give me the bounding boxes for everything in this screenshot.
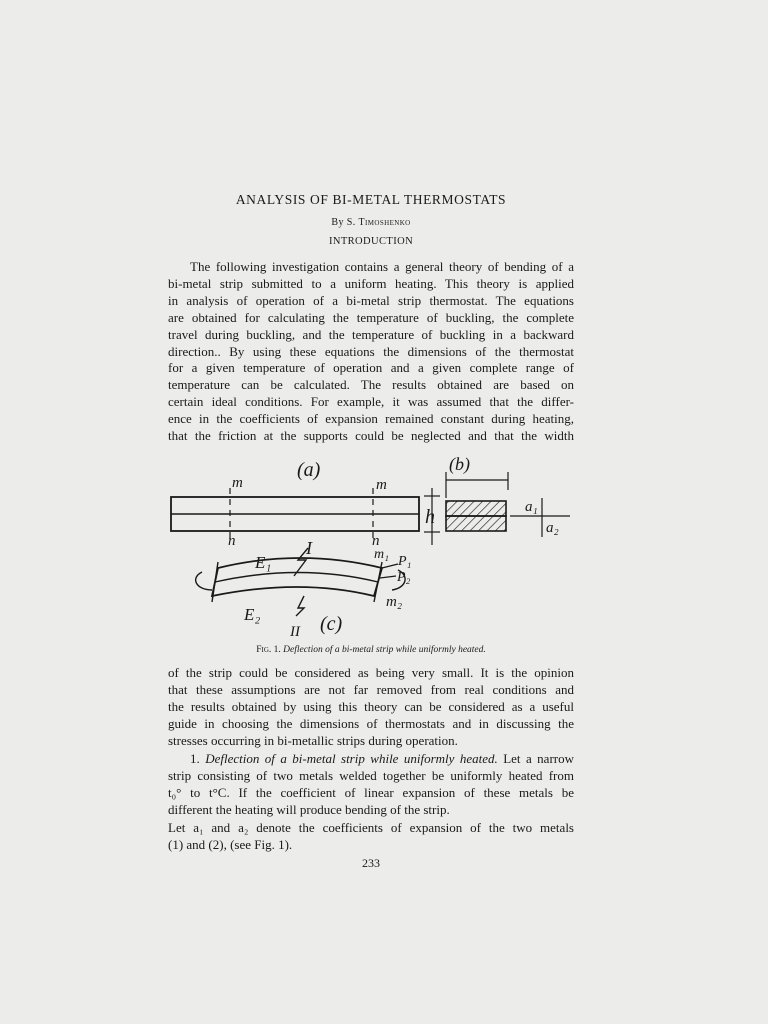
text-line: that the friction at the supports could be neglected and that the width xyxy=(168,428,574,444)
text-line: The following investigation contains a general theory of bending of a xyxy=(190,259,574,274)
text-line: of the strip could be considered as being very small. It is the opinion xyxy=(168,665,574,680)
label-n-left: n xyxy=(228,533,236,549)
text-fragment: Let a narrow xyxy=(503,751,574,766)
page-number: 233 xyxy=(362,856,380,870)
section-heading: INTRODUCTION xyxy=(328,236,414,247)
label-a2: a₂ xyxy=(546,520,559,536)
cross-section-bottom xyxy=(446,516,506,531)
text-line: t₀° to t°C. If the coefficient of linear expansion of these metals be xyxy=(168,784,574,800)
force-P1 xyxy=(382,564,398,568)
label-n-right: n xyxy=(372,533,380,549)
section-number: 1. xyxy=(190,751,200,766)
author-name: Timoshenko xyxy=(358,217,411,228)
text-line: are obtained for calculating the temperature of buckling, the complete xyxy=(168,309,574,325)
paper-title: ANALYSIS OF BI-METAL THERMOSTATS xyxy=(235,192,507,207)
text-line: ence in the coefficients of expansion remained constant during heating, xyxy=(168,411,574,427)
label-E1: E₁ xyxy=(255,553,272,572)
label-a: (a) xyxy=(297,459,321,481)
caption-text: Deflection of a bi-metal strip while uniformly heated. xyxy=(283,645,486,655)
label-P2: P₂ xyxy=(397,570,411,585)
text-line: Let a₁ and a₂ denote the coefficients of expansion of the two metals xyxy=(168,820,574,835)
label-II: II xyxy=(290,624,300,640)
label-P1: P₁ xyxy=(398,554,412,569)
caption-prefix: Fig. 1. xyxy=(256,645,281,655)
paragraph-coefficients xyxy=(168,820,574,854)
text-line: guide in choosing the dimensions of thermostats and in discussing the xyxy=(168,715,574,731)
author-line xyxy=(0,217,742,228)
text-line: different the heating will produce bending of the strip. xyxy=(168,801,450,817)
label-m1: m₁ xyxy=(374,547,389,562)
paragraph-section-1 xyxy=(168,751,574,819)
text-line: the results obtained by using this theory can be considered as a useful xyxy=(168,698,574,714)
cross-section-top xyxy=(446,501,506,516)
figure-1 xyxy=(160,450,580,640)
load-arrow-II xyxy=(296,596,304,616)
text-line xyxy=(168,751,574,768)
label-b: (b) xyxy=(449,454,470,474)
text-line: (1) and (2), (see Fig. 1). xyxy=(168,836,293,852)
text-line: travel during buckling, and the temperature of buckling in a backward xyxy=(168,326,574,342)
text-line: stresses occurring in bi-metallic strips during operation. xyxy=(168,732,458,748)
label-m-right: m xyxy=(376,477,387,493)
author-prefix: By S. xyxy=(331,217,356,228)
label-a1: a₁ xyxy=(525,499,538,515)
text-line: that these assumptions are not far removed from real conditions and xyxy=(168,681,574,697)
text-line: certain ideal conditions. For example, it was assumed that the differ- xyxy=(168,394,574,410)
text-line: direction.. By using these equations the dimensions of the thermostat xyxy=(168,343,574,359)
label-h: h xyxy=(425,506,435,528)
paragraph-intro xyxy=(168,259,574,445)
text-line: temperature can be calculated. The results obtained are based on xyxy=(168,377,574,393)
paragraph-assumptions xyxy=(168,665,574,750)
label-E2: E₂ xyxy=(244,605,261,624)
text-line: for a given temperature of operation and a given complete range of xyxy=(168,360,574,376)
force-P2 xyxy=(380,576,396,578)
text-line: strip consisting of two metals welded together be uniformly heated from xyxy=(168,767,574,783)
label-m2: m₂ xyxy=(386,594,403,610)
label-c: (c) xyxy=(320,613,343,635)
section-heading-italic: Deflection of a bi-metal strip while uniformly heated. xyxy=(205,751,498,766)
label-m-left: m xyxy=(232,475,243,491)
text-line: in analysis of operation of a bi-metal strip thermostat. The equations xyxy=(168,292,574,308)
label-I: I xyxy=(306,538,312,558)
text-line: bi-metal strip submitted to a uniform heating. This theory is applied xyxy=(168,275,574,291)
arrow-left xyxy=(196,572,212,590)
figure-caption xyxy=(0,645,742,655)
bent-strip-interface xyxy=(215,573,378,583)
